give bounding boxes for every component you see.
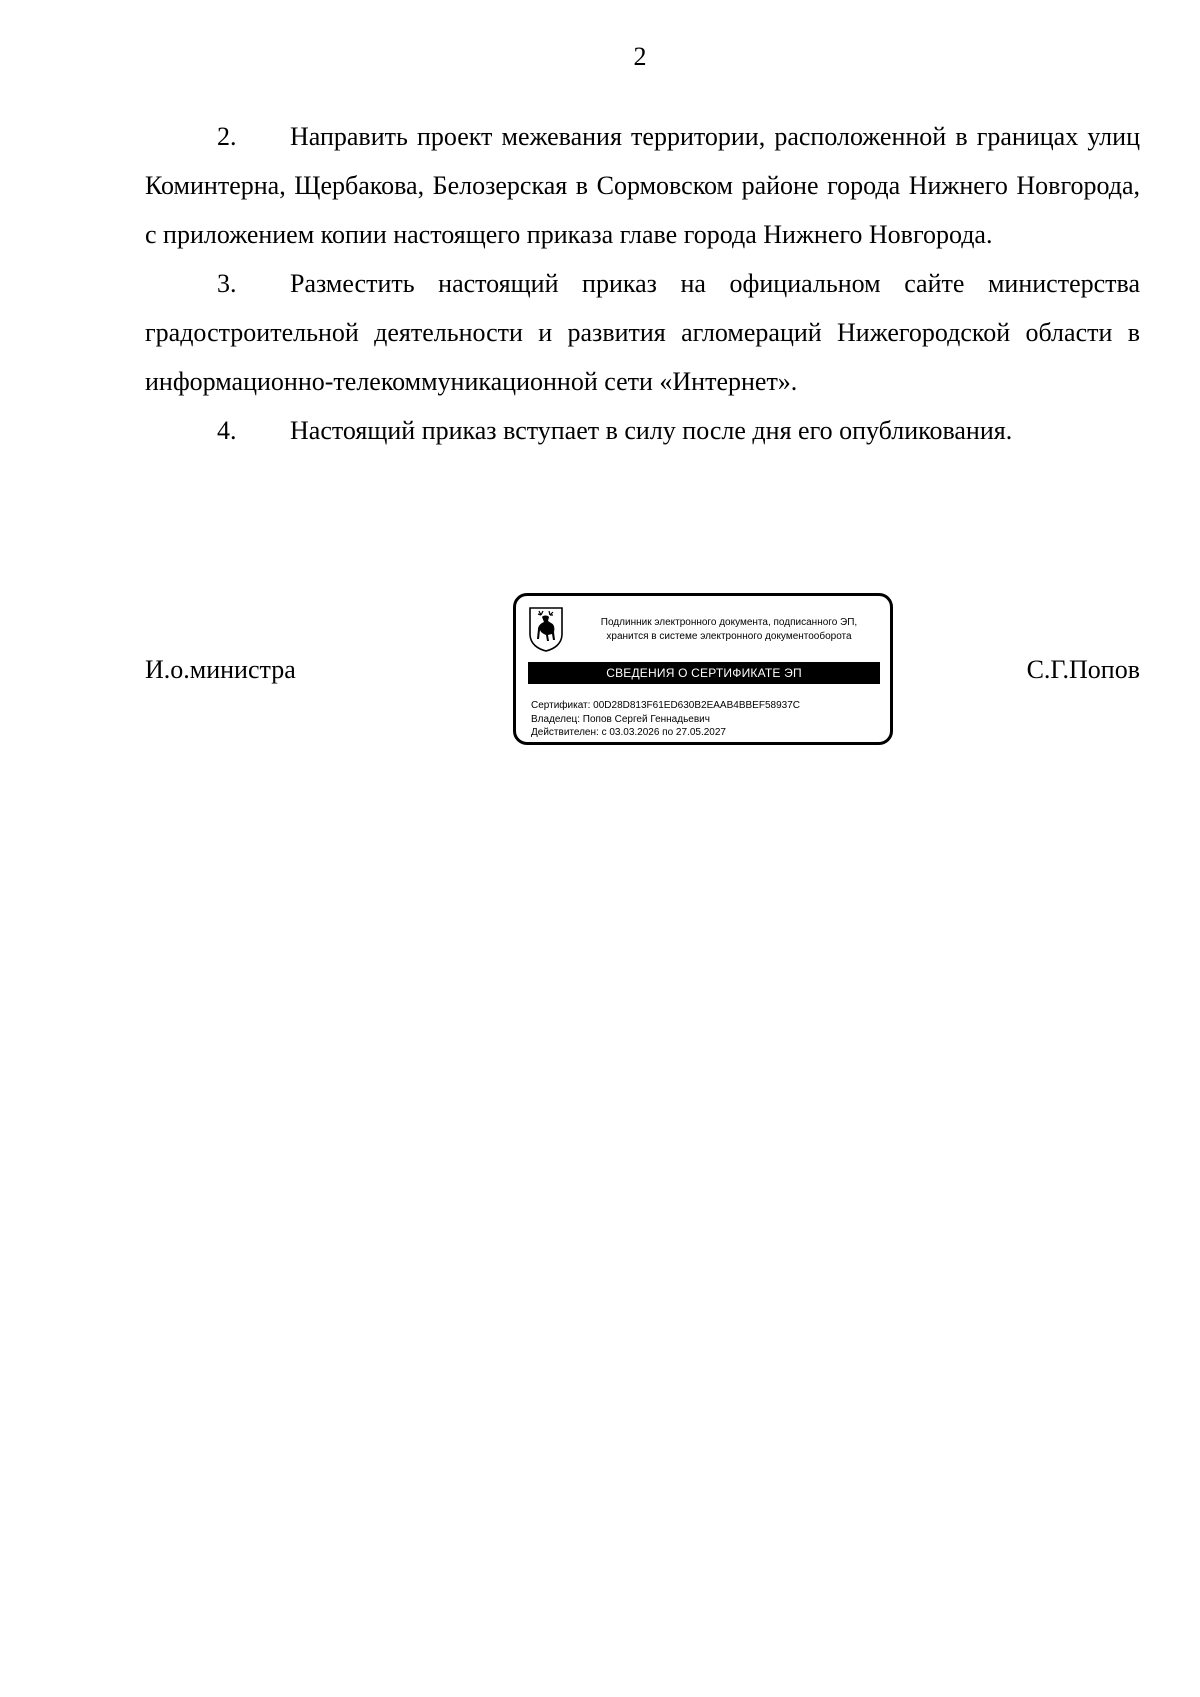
- certificate-number: Сертификат: 00D28D813F61ED630B2EAAB4BBEF58937C: [531, 700, 800, 711]
- paragraph-item: [145, 259, 1140, 406]
- stamp-header: СВЕДЕНИЯ О СЕРТИФИКАТЕ ЭП: [528, 662, 880, 684]
- certificate-owner: Владелец: Попов Сергей Геннадьевич: [531, 713, 710, 725]
- paragraph-item: [145, 112, 1140, 259]
- signature-block: [145, 593, 1140, 753]
- signer-name: С.Г.Попов: [1026, 655, 1140, 684]
- paragraph-number: 2.: [217, 122, 237, 151]
- document-body: [145, 112, 1140, 455]
- paragraph-number: 3.: [217, 269, 237, 298]
- paragraph-text: Настоящий приказ вступает в силу после дня его опубликования.: [290, 416, 1013, 445]
- paragraph-number: 4.: [217, 416, 237, 445]
- stamp-caption: [574, 616, 884, 644]
- stamp-caption-line: хранится в системе электронного документооборота: [606, 631, 852, 642]
- stamp-caption-line: Подлинник электронного документа, подписанного ЭП,: [600, 617, 858, 628]
- stamp-details: [531, 699, 800, 740]
- paragraph-text: Разместить настоящий приказ на официальном сайте министерства градостроительной деятельности и развития агломераций Нижегородской области в информационно-телекоммуникационной сети «Интернет».: [145, 269, 1140, 396]
- coat-of-arms-deer-icon: [528, 606, 564, 652]
- signer-position: И.о.министра: [145, 655, 296, 684]
- electronic-signature-stamp: [513, 593, 893, 745]
- paragraph-text: Направить проект межевания территории, расположенной в границах улиц Коминтерна, Щербакова, Белозерская в Сормовском районе города Нижнего Новгорода, с приложением копии настоящего приказа главе города Нижнего Новгорода.: [145, 122, 1140, 249]
- paragraph-item: [145, 406, 1140, 455]
- certificate-validity: Действителен: с 03.03.2026 по 27.05.2027: [531, 727, 726, 738]
- page-number: 2: [633, 42, 647, 71]
